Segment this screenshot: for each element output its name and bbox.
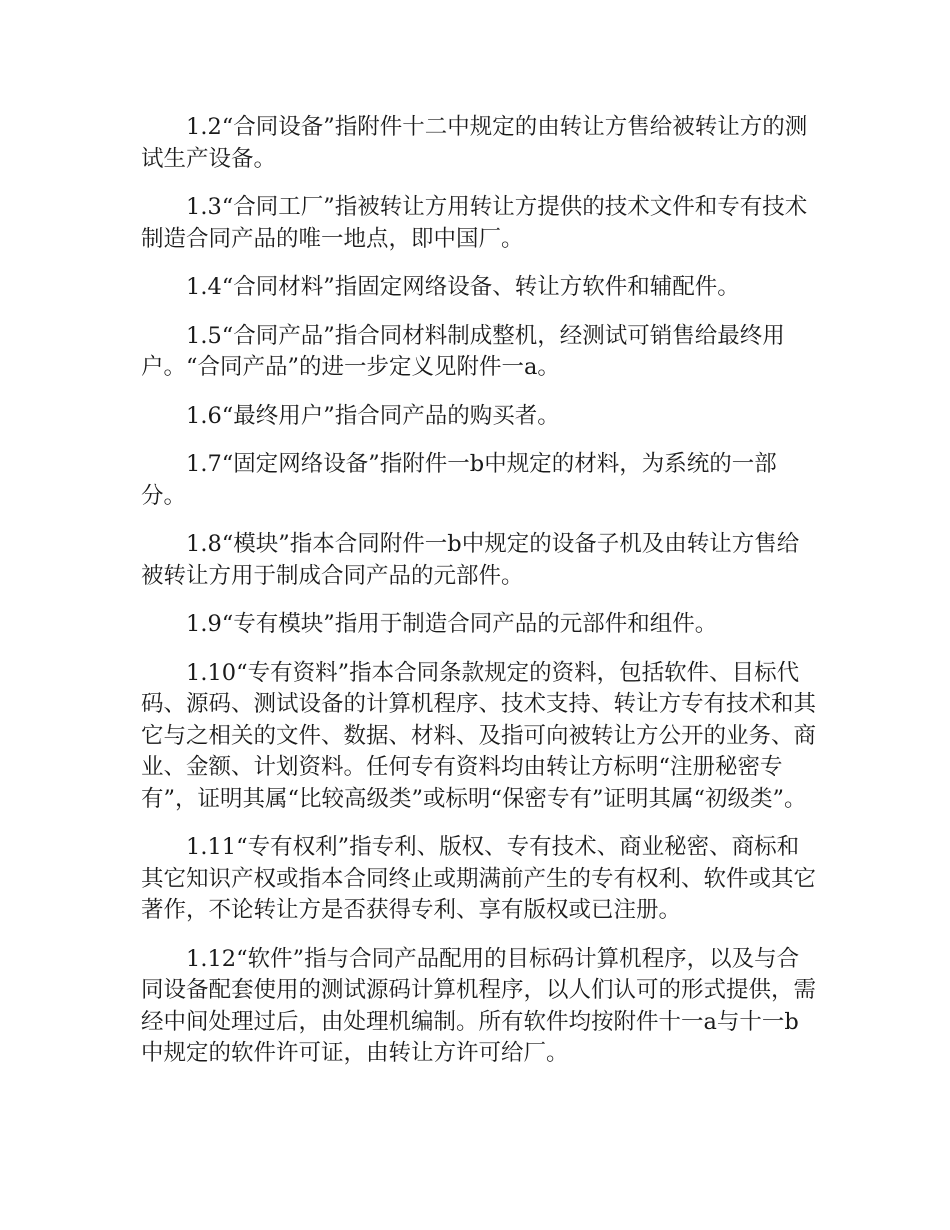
definition-1-10: 1.10“专有资料”指本合同条款规定的资料，包括软件、目标代码、源码、测试设备的计算机程序、技术支持、转让方专有技术和其它与之相关的文件、数据、材料、及指可向被转让方公开的业务、商业、金额、计划资料。任何专有资料均由转让方标明“注册秘密专有”，证明其属“比较高级类”或标明“保密专有”证明其属“初级类”。 bbox=[141, 659, 817, 812]
document-body bbox=[141, 112, 821, 1087]
definition-1-5: 1.5“合同产品”指合同材料制成整机，经测试可销售给最终用户。“合同产品”的进一步定义见附件一a。 bbox=[141, 322, 785, 380]
definition-1-7: 1.7“固定网络设备”指附件一b中规定的材料，为系统的一部分。 bbox=[141, 451, 777, 509]
definition-1-8: 1.8“模块”指本合同附件一b中规定的设备子机及由转让方售给被转让方用于制成合同产品的元部件。 bbox=[141, 531, 800, 589]
definition-1-3: 1.3“合同工厂”指被转让方用转让方提供的技术文件和专有技术制造合同产品的唯一地点，即中国厂。 bbox=[141, 194, 808, 252]
definition-1-4: 1.4“合同材料”指固定网络设备、转让方软件和辅配件。 bbox=[186, 274, 740, 300]
definition-1-2: 1.2“合同设备”指附件十二中规定的由转让方售给被转让方的测试生产设备。 bbox=[141, 114, 808, 172]
definition-1-9: 1.9“专有模块”指用于制造合同产品的元部件和组件。 bbox=[186, 611, 718, 637]
definition-1-12: 1.12“软件”指与合同产品配用的目标码计算机程序，以及与合同设备配套使用的测试源码计算机程序，以人们认可的形式提供，需经中间处理过后，由处理机编制。所有软件均按附件十一a与十一b中规定的软件许可证，由转让方许可给厂。 bbox=[141, 945, 817, 1066]
definition-1-6: 1.6“最终用户”指合同产品的购买者。 bbox=[186, 402, 560, 429]
definition-1-11: 1.11“专有权利”指专利、版权、专有技术、商业秘密、商标和其它知识产权或指本合同终止或期满前产生的专有权利、软件或其它著作，不论转让方是否获得专利、享有版权或已注册。 bbox=[141, 834, 817, 923]
